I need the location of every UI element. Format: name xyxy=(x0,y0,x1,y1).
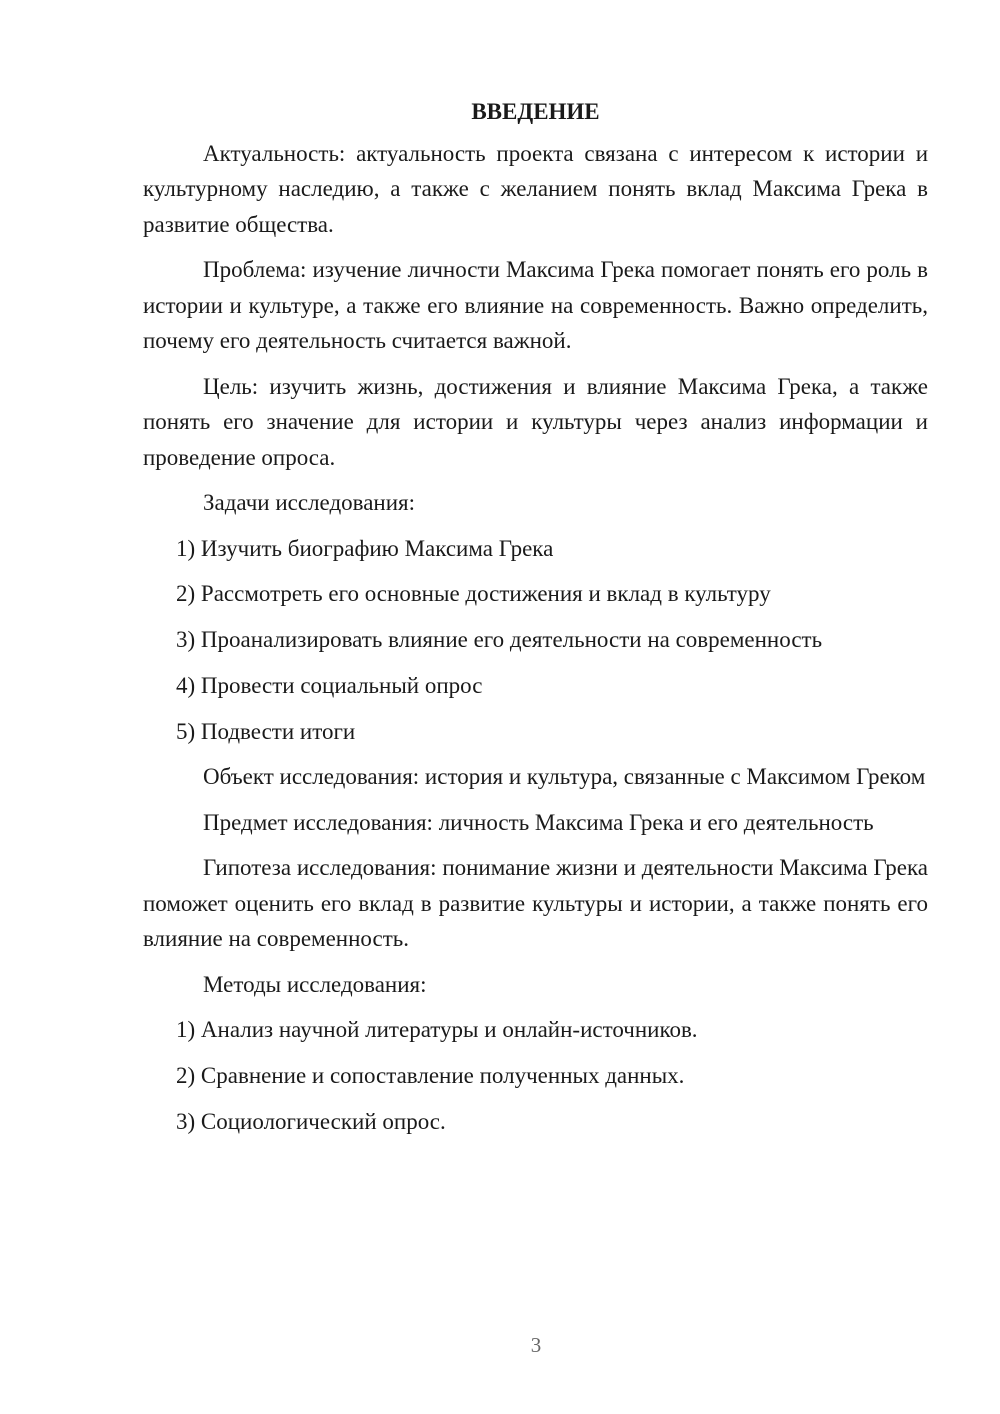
relevance-paragraph: Актуальность: актуальность проекта связана с интересом к истории и культурному наследию, а также с желанием понять вклад Максима Грека в развитие общества. xyxy=(143,140,928,237)
list-item: 2) Сравнение и сопоставление полученных данных. xyxy=(176,1063,685,1089)
list-item: 3) Социологический опрос. xyxy=(176,1109,446,1135)
document-page xyxy=(143,94,928,1150)
tasks-heading: Задачи исследования: xyxy=(203,490,416,515)
methods-heading: Методы исследования: xyxy=(203,971,427,997)
object-paragraph: Объект исследования: история и культура, связанные с Максимом Греком xyxy=(203,764,926,790)
list-item: 2) Рассмотреть его основные достижения и вклад в культуру xyxy=(176,581,771,607)
methods-list xyxy=(143,1012,928,1139)
tasks-list xyxy=(143,531,928,750)
list-item: 3) Проанализировать влияние его деятельности на современность xyxy=(176,627,823,653)
subject-paragraph: Предмет исследования: личность Максима Грека и его деятельность xyxy=(203,809,874,835)
page-number: 3 xyxy=(530,1333,542,1357)
list-item: 5) Подвести итоги xyxy=(176,718,356,744)
list-item: 1) Изучить биографию Максима Грека xyxy=(176,535,554,561)
goal-paragraph: Цель: изучить жизнь, достижения и влияние Максима Грека, а также понять его значение для истории и культуры через анализ информации и проведение опроса. xyxy=(143,373,928,470)
list-item: 1) Анализ научной литературы и онлайн-источников. xyxy=(176,1017,698,1043)
list-item: 4) Провести социальный опрос xyxy=(176,672,483,698)
section-title: ВВЕДЕНИЕ xyxy=(471,99,600,124)
problem-paragraph: Проблема: изучение личности Максима Грека помогает понять его роль в истории и культуре, а также его влияние на современность. Важно определить, почему его деятельность считается важной. xyxy=(143,257,928,353)
hypothesis-paragraph: Гипотеза исследования: понимание жизни и деятельности Максима Грека поможет оценить его вклад в развитие культуры и истории, а также понять его влияние на современность. xyxy=(143,855,928,952)
